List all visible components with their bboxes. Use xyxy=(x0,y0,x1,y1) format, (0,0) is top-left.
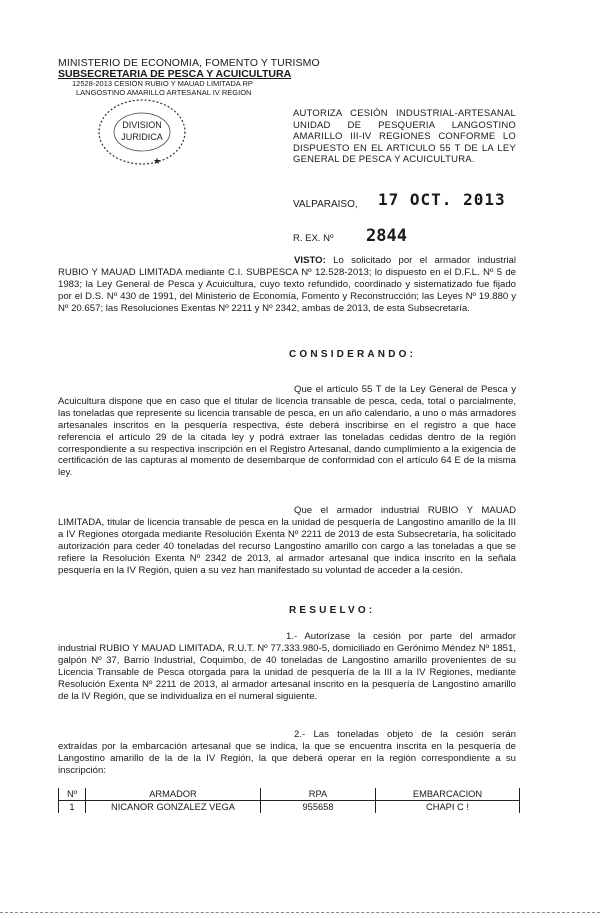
reference-lines xyxy=(72,79,253,97)
considerando-2-text: Que el armador industrial RUBIO Y MAUAD LIMITADA, titular de licencia transable de pesca en la unidad de pesquería de Langostino amarillo de la III a IV Regiones otorgada mediante Resolución Exenta Nº 2211 de 2013 de esta Subsecretaría, ha solicitado autorización para ceder 40 toneladas del recurso Langostino amarillo con cargo a las toneladas a que se refiere la Resolución Exenta Nº 2342 de 2013, al armador artesanal que indica inscrito en la señala pesquería en la IV Región, quien a su vez han manifestado su voluntad de acceder a la cesión. xyxy=(58,505,516,576)
page-bottom-divider xyxy=(0,912,600,914)
table-header-embarcacion: EMBARCACION xyxy=(376,788,520,801)
ministry-name: MINISTERIO DE ECONOMIA, FOMENTO Y TURISMO xyxy=(58,57,320,69)
resuelvo-paragraph-1 xyxy=(58,631,516,702)
resolution-number: 2844 xyxy=(366,226,407,246)
resuelvo-2-text: 2.- Las toneladas objeto de la cesión serán extraídas por la embarcación artesanal que se indica, la que se encuentra inscrita en la pesquería de Langostino amarillo de la de la IV Región, la que deberá operar en la región correspondiente a su inscripción: xyxy=(58,729,516,776)
resolution-label: R. EX. Nº xyxy=(293,233,334,244)
table-header-row xyxy=(59,788,520,801)
table-header-number: Nº xyxy=(59,788,86,801)
visto-paragraph xyxy=(58,255,516,315)
stamp-line-1: DIVISION xyxy=(122,120,162,130)
considerando-paragraph-2 xyxy=(58,505,516,576)
considerando-heading: CONSIDERANDO: xyxy=(289,349,417,360)
resuelvo-heading: RESUELVO: xyxy=(289,605,376,616)
table-cell-embarcacion: CHAPI C ! xyxy=(376,801,520,814)
date-stamp: 17 OCT. 2013 xyxy=(378,190,506,209)
table-cell-rpa: 955658 xyxy=(261,801,376,814)
resuelvo-paragraph-2 xyxy=(58,729,516,777)
table-header-rpa: RPA xyxy=(261,788,376,801)
considerando-paragraph-1 xyxy=(58,384,516,479)
stamp-line-2: JURIDICA xyxy=(121,132,163,142)
visto-text: Lo solicitado por el armador industrial RUBIO Y MAUAD LIMITADA mediante C.I. SUBPESCA Nº 12.528-2013; lo dispuesto en el D.F.L. Nº 5 de 1983; la Ley General de Pesca y Acuicultura, cuyo texto refundido, coordinado y sistematizado fue fijado por el D.S. Nº 430 de 1991, del Ministerio de Economía, Fomento y Reconstrucción; las Leyes Nº 19.880 y Nº 20.657; las Resoluciones Exentas Nº 2211 y Nº 2342, ambas de 2013, de esta Subsecretaría. xyxy=(58,255,516,314)
visto-label: VISTO: xyxy=(294,255,326,266)
table-cell-number: 1 xyxy=(59,801,86,814)
reference-line-2: LANGOSTINO AMARILLO ARTESANAL IV REGION xyxy=(76,88,252,97)
resolution-subject: AUTORIZA CESIÓN INDUSTRIAL-ARTESANAL UNIDAD DE PESQUERIA LANGOSTINO AMARILLO III-IV REGIONES CONFORME LO DISPUESTO EN EL ARTICULO 55 T DE LA LEY GENERAL DE PESCA Y ACUICULTURA. xyxy=(293,108,516,166)
subsecretaria-name: SUBSECRETARIA DE PESCA Y ACUICULTURA xyxy=(58,68,292,80)
table-header-armador: ARMADOR xyxy=(86,788,261,801)
resuelvo-1-text: 1.- Autorízase la cesión por parte del armador industrial RUBIO Y MAUAD LIMITADA, R.U.T. Nº 77.333.980-5, domiciliado en Gerónimo Méndez Nº 1851, galpón Nº 37, Barrio Industrial, Coquimbo, de 40 toneladas de Langostino amarillo provenientes de su Licencia Transable de Pesca otorgada para la unidad de pesquería de la III a la IV Regiones, mediante Resolución Exenta Nº 2211 de 2013, al armador artesanal inscrito en la pesquería de Langostino amarillo de la IV Región, que se individualiza en el numeral siguiente. xyxy=(58,631,516,702)
table-row xyxy=(59,801,520,814)
considerando-1-text: Que el artículo 55 T de la Ley General de Pesca y Acuicultura dispone que en caso que el titular de licencia transable de pesca, ceda, total o parcialmente, las toneladas que represente su licencia transable de pesca, en un año calendario, a uno o más armadores artesanales inscritos en la pesquería respectiva, éste deberá inscribirse en el registro a que hace referencia el artículo 29 de la citada ley y podrá extraer las toneladas cedidas dentro de la región correspondiente a su respectiva inscripción en el Registro Artesanal, dando cumplimiento a la exigencia de certificación de las capturas al momento de desembarque de conformidad con el artículo 64 E de la misma ley. xyxy=(58,384,516,479)
cession-table xyxy=(58,788,520,813)
star-icon: ★ xyxy=(153,156,162,166)
table-cell-armador: NICANOR GONZALEZ VEGA xyxy=(86,801,261,814)
division-juridica-stamp xyxy=(96,97,188,167)
place-label: VALPARAISO, xyxy=(293,199,358,210)
reference-line-1: 12528-2013 CESION RUBIO Y MAUAD LIMITADA RP xyxy=(72,79,253,88)
